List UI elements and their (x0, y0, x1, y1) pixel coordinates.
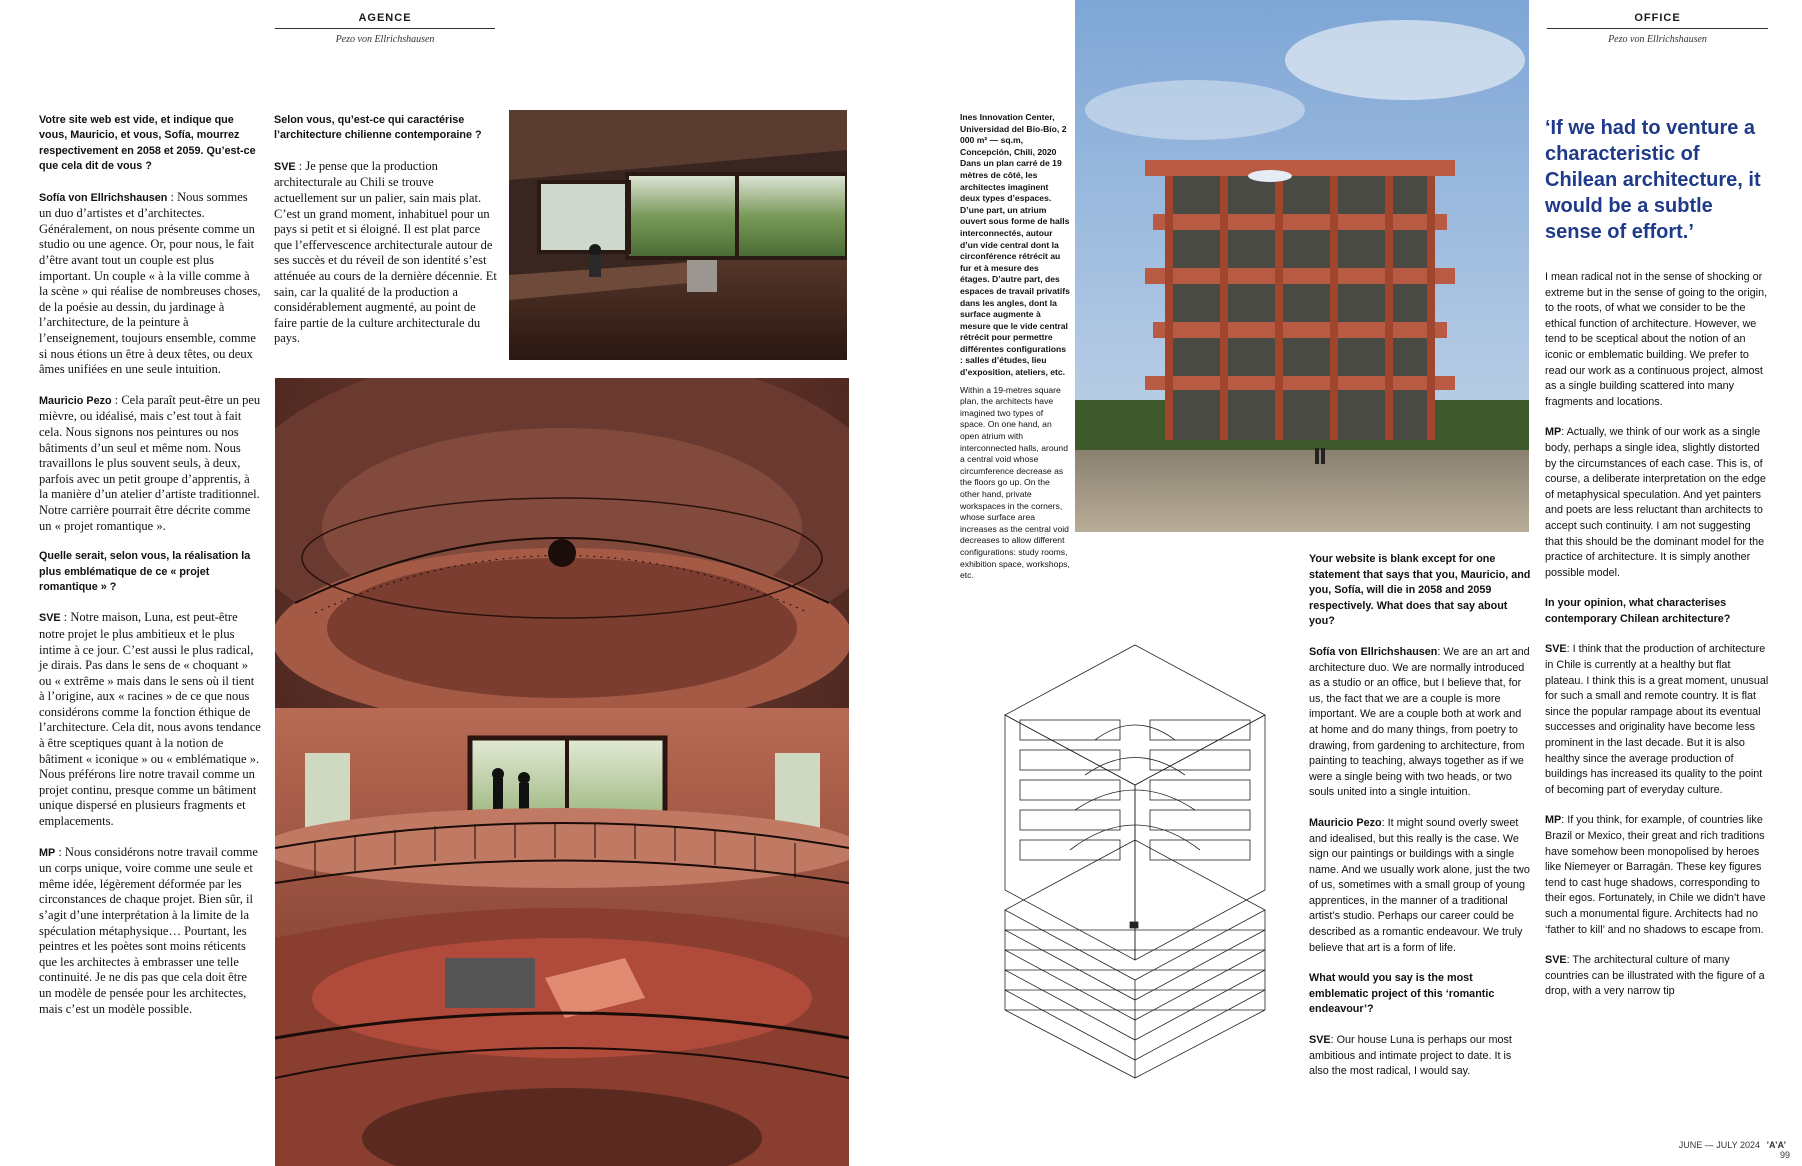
interior-photo-window (509, 110, 847, 360)
author-label: Pezo von Ellrichshausen (335, 34, 435, 45)
fr-column-2 (274, 113, 498, 362)
section-label: AGENCE (275, 12, 495, 29)
fr-column-1 (39, 113, 261, 1032)
header-right (1547, 12, 1768, 45)
issue-date: JUNE — JULY 2024 (1678, 1140, 1760, 1150)
answer: MP : Nous considérons notre travail comme un corps unique, voire comme une seule et même idée, légèrement déformée par les circonstances de chaque projet. Bien sûr, il s’agit d’une interprétation à la limite de la spéculation métaphysique… Pourtant, les peintres et les poètes sont moins réticents que les architectes à embrasser une telle continuité. Je ne dis pas que cela doit être un modèle de pensée pour les architectes, mais c’est un modèle possible. (39, 844, 258, 1016)
answer: SVE : Je pense que la production architecturale au Chili se trouve actuellement sur un palier, sain mais plat. C’est un grand moment, inhabituel pour un pays si petit et si éloigné. Il est plat parce que l’effervescence architecturale autour de ses succès et du réveil de son identité s’est atténuée au cours de la dernière décennie. Et sain, car la qualité de la production a considérablement augmenté, au point de faire partie de la culture architecturale du pays. (274, 158, 497, 346)
en-column-2 (1545, 270, 1770, 1015)
page-number: 99 (1779, 1150, 1790, 1160)
axonometric-drawing (1000, 640, 1270, 1080)
question: Your website is blank except for one statement that says that you, Mauricio, and you, Sofía, will die in 2058 and 2059 respectively. What does that say about you? (1309, 553, 1531, 628)
caption-fr: Dans un plan carré de 19 mètres de côté, les architectes imaginent deux types d’espaces. D’une part, un atrium ouvert sous forme de halls interconnectés, autour d’un vide central dont la circonférence rétrécit au fur et à mesure des étages. D’autre part, des espaces de travail privatifs dans les angles, dont la surface augmente à mesure que le vide central rétrécit pour permettre différentes configurations : salles d’études, lieu d’exposition, ateliers, etc. (960, 158, 1070, 378)
answer: SVE: Our house Luna is perhaps our most ambitious and intimate project to date. It is also the most radical, I would say. (1309, 1034, 1512, 1078)
answer: SVE: The architectural culture of many countries can be illustrated with the figure of a drop, with a very narrow tip (1545, 954, 1765, 998)
answer: Mauricio Pezo : Cela paraît peut-être un peu mièvre, ou idéalisé, mais c’est tout à fait cela. Nous signons nos peintures ou nos bâtiments d’un seul et même nom. Nous travaillons le plus souvent seuls, à deux, parfois avec un petit groupe d’apprentis, à la manière d’un atelier d’artiste traditionnel. Notre carrière pourrait être décrite comme un « projet romantique ». (39, 392, 261, 533)
header-left (275, 12, 495, 45)
answer: MP: If you think, for example, of countries like Brazil or Mexico, their great and rich traditions have somehow been monopolised by heroes like Niemeyer or Barragán. These key figures tend to cast huge shadows, corresponding to their egos. Fortunately, in Chile we didn’t have such a monumental figure. Architects had no ‘father to kill’ and no shadows to escape from. (1545, 814, 1766, 936)
caption-title: Ines Innovation Center, Universidad del Bío-Bío, 2 000 m² — sq.m, Concepción, Chili, 2020 (960, 112, 1067, 157)
answer: Mauricio Pezo: It might sound overly sweet and idealised, but this really is the case. We sign our paintings or buildings with a single name. And we usually work alone, just the two of us, sometimes with a small group of young apprentices, in the manner of a traditional artist’s studio. Perhaps our career could be described as a romantic endeavour. We truly believe that art is a form of life. (1309, 816, 1530, 954)
question: Quelle serait, selon vous, la réalisation la plus emblématique de ce « projet romantique » ? (39, 550, 251, 593)
magazine-logo: ’A’A’ (1766, 1140, 1786, 1150)
question: In your opinion, what characterises contemporary Chilean architecture? (1545, 597, 1731, 625)
pull-quote: ‘If we had to venture a characteristic of Chilean architecture, it would be a subtle sense of effort.’ (1545, 117, 1761, 243)
question: What would you say is the most emblematic project of this ‘romantic endeavour’? (1309, 972, 1495, 1016)
photo-caption (960, 112, 1070, 582)
answer: Sofía von Ellrichshausen : Nous sommes un duo d’artistes et d’architectes. Généralement, on nous présente comme un studio ou une agence. Or, pour nous, le fait d’être avant tout un couple est plus important. Un couple « à la ville comme à la scène » qui réalise de nombreuses choses, de la poésie au dessin, du jardinage à l’architecture, de la peinture à l’enseignement, toujours ensemble, comme si nous étions un être à deux têtes, ou deux âmes unifiées en une seule intuition. (39, 189, 261, 377)
author-label: Pezo von Ellrichshausen (1608, 34, 1707, 45)
en-column-1 (1309, 552, 1531, 1095)
ines-innovation-center-photo (1075, 0, 1529, 532)
answer: Sofía von Ellrichshausen: We are an art and architecture duo. We are normally introduced as a studio or an office, but I believe that, for us, the fact that we are a couple is more important. We are a couple both at work and at home and do many things, from poetry to drawing, from gardening to architecture, from painting to teaching, always together as if we were a single being with two heads, or two souls united into a single intuition. (1309, 645, 1530, 799)
answer: MP: Actually, we think of our work as a single body, perhaps a single idea, slightly distorted by the circumstances of each case. This is, of course, a deliberate interpretation on the edge of metaphysical speculation. And yet painters and poets are less reluctant than architects to accept such continuity. I am not suggesting that this should be the dominant model for the practice of architecture. It is simply another possible model. (1545, 426, 1766, 579)
section-label: OFFICE (1547, 12, 1768, 29)
luna-house-interior-photo (275, 378, 849, 1166)
answer: SVE : Notre maison, Luna, est peut-être notre projet le plus ambitieux et le plus intime à ce jour. C’est aussi le plus radical, je dirais. Pas dans le sens de « choquant » ou « extrême » mais dans le sens où il tient à l’origine, aux « racines » de ce que nous considérons comme la fonction éthique de l’architecture. Cela dit, nous avons tendance à être sceptiques quant à la notion de bâtiment « iconique » ou « emblématique ». Nous préférons lire notre travail comme un projet continu, presque comme un bâtiment unique dispersé en plusieurs fragments et emplacements. (39, 610, 261, 829)
answer: SVE: I think that the production of architecture in Chile is currently at a healthy but flat plateau. I think this is a great moment, unusual for such a small and remote country. It is flat since the popular rampage about its eventual successes and originality have become less prominent in the last decade. But it is also healthy since the average production of buildings has increased its quality to the point of becoming part of everyday culture. (1545, 643, 1769, 796)
caption-en: Within a 19-metres square plan, the architects have imagined two types of space. On one hand, an open atrium with interconnected halls, around a central void whose circumference decrease as the floors go up. On the other hand, private workspaces in the corners, whose surface area increases as the central void decreases to allow different configurations: study rooms, exhibition space, workshops, etc. (960, 384, 1070, 581)
question: Votre site web est vide, et indique que vous, Mauricio, et vous, Sofía, mourrez respectivement en 2058 et 2059. Qu’est-ce que cela dit de vous ? (39, 114, 256, 173)
question: Selon vous, qu’est-ce qui caractérise l’architecture chilienne contemporaine ? (274, 114, 482, 142)
page-footer (1670, 1140, 1790, 1160)
answer-continued: I mean radical not in the sense of shocking or extreme but in the sense of going to the origin, to the roots, of what we consider to be the ethical function of architecture. However, we tend to be sceptical about the notion of an iconic or emblematic building. We prefer to read our work as a continuous project, almost as a single building scattered into many fragments and locations. (1545, 271, 1768, 408)
